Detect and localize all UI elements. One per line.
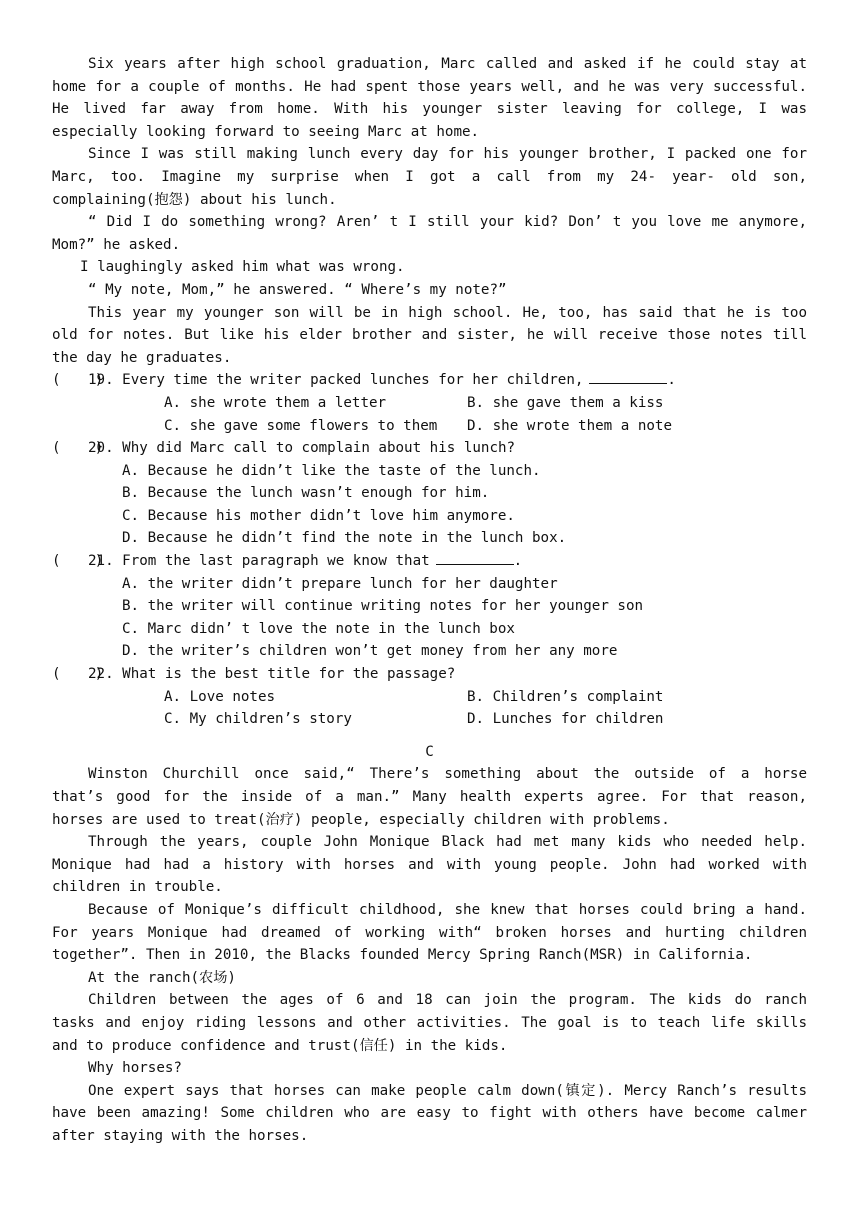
- subheading: At the ranch(农场): [88, 969, 236, 986]
- text-line: have been amazing! Some children who are easy to fight with others have become calmer: [52, 1105, 807, 1122]
- option-b[interactable]: B. Children’s complaint: [467, 688, 664, 705]
- paragraph: [52, 899, 807, 967]
- paragraph: [52, 1080, 807, 1148]
- option-a[interactable]: A. she wrote them a letter: [164, 394, 387, 411]
- question-stem: 22. What is the best title for the passage?: [88, 666, 456, 683]
- text-line: especially looking forward to seeing Marc at home.: [52, 123, 480, 140]
- text-line: Monique had had a history with horses and with young people. John had worked with: [52, 856, 807, 873]
- answer-bracket[interactable]: ( ): [52, 372, 104, 389]
- paragraph: [52, 211, 807, 256]
- paragraph: [52, 302, 807, 370]
- text-line: This year my younger son will be in high school. He, too, has said that he is too: [88, 304, 807, 321]
- paragraph: [52, 989, 807, 1057]
- question-stem-end: .: [513, 553, 523, 570]
- answer-bracket[interactable]: ( ): [52, 440, 104, 457]
- question-stem: 19. Every time the writer packed lunches for her children,: [88, 372, 584, 389]
- answer-blank[interactable]: [589, 369, 667, 384]
- text-line: home for a couple of months. He had spent those years well, and he was very successful.: [52, 78, 807, 95]
- text-line: Through the years, couple John Monique Black had met many kids who needed help.: [88, 834, 807, 851]
- question-21: [52, 550, 807, 663]
- text-line: Since I was still making lunch every day for his younger brother, I packed one for: [88, 146, 807, 163]
- option-b[interactable]: B. the writer will continue writing notes for her younger son: [122, 598, 644, 615]
- option-b[interactable]: B. Because the lunch wasn’t enough for him.: [122, 485, 490, 502]
- paragraph: [52, 143, 807, 211]
- answer-bracket[interactable]: ( ): [52, 553, 104, 570]
- question-stem: 20. Why did Marc call to complain about his lunch?: [88, 440, 516, 457]
- option-c[interactable]: C. My children’s story: [164, 711, 352, 728]
- text-line: old for notes. But like his elder brother and sister, he will receive those notes till: [52, 327, 807, 344]
- option-d[interactable]: D. she wrote them a note: [467, 417, 672, 434]
- text-line: Children between the ages of 6 and 18 can join the program. The kids do ranch: [88, 992, 807, 1009]
- paragraph: [52, 763, 807, 831]
- text-line: I laughingly asked him what was wrong.: [80, 259, 405, 276]
- question-stem: 21. From the last paragraph we know that: [88, 553, 430, 570]
- text-line: together”. Then in 2010, the Blacks founded Mercy Spring Ranch(MSR) in California.: [52, 947, 753, 964]
- option-d[interactable]: D. Lunches for children: [467, 711, 664, 728]
- answer-blank[interactable]: [436, 550, 514, 565]
- paragraph: [52, 53, 807, 143]
- text-line: Marc, too. Imagine my surprise when I got a call from my 24- year- old son,: [52, 168, 807, 185]
- question-22: [52, 663, 807, 731]
- text-line: Mom?” he asked.: [52, 236, 181, 253]
- question-20: [52, 437, 807, 550]
- text-line: after staying with the horses.: [52, 1127, 309, 1144]
- option-c[interactable]: C. Marc didn’ t love the note in the lunch box: [122, 620, 515, 637]
- option-d[interactable]: D. the writer’s children won’t get money from her any more: [122, 643, 618, 660]
- text-line: He lived far away from home. With his younger sister leaving for college, I was: [52, 101, 807, 118]
- question-stem-end: .: [667, 372, 676, 389]
- option-b[interactable]: B. she gave them a kiss: [467, 394, 664, 411]
- text-line: “ Did I do something wrong? Aren’ t I still your kid? Don’ t you love me anymore,: [88, 214, 807, 231]
- text-line: “ My note, Mom,” he answered. “ Where’s my note?”: [88, 281, 507, 298]
- text-line: and to produce confidence and trust(信任) in the kids.: [52, 1037, 508, 1054]
- text-line: Six years after high school graduation, Marc called and asked if he could stay at: [88, 56, 807, 72]
- option-a[interactable]: A. Because he didn’t like the taste of the lunch.: [122, 462, 541, 479]
- text-line: that’s good for the inside of a man.” Many health experts agree. For that reason,: [52, 789, 807, 805]
- option-d[interactable]: D. Because he didn’t find the note in the lunch box.: [122, 530, 567, 547]
- text-line: horses are used to treat(治疗) people, especially children with problems.: [52, 811, 670, 828]
- text-line: the day he graduates.: [52, 349, 232, 366]
- answer-bracket[interactable]: ( ): [52, 666, 104, 683]
- text-line: complaining(抱怨) about his lunch.: [52, 191, 337, 208]
- option-c[interactable]: C. Because his mother didn’t love him anymore.: [122, 507, 515, 524]
- text-line: Winston Churchill once said,“ There’s something about the outside of a horse: [88, 766, 807, 783]
- text-line: tasks and enjoy riding lessons and other activities. The goal is to teach life skills: [52, 1014, 807, 1031]
- option-a[interactable]: A. the writer didn’t prepare lunch for her daughter: [122, 575, 558, 592]
- document-page: [52, 53, 807, 1148]
- option-c[interactable]: C. she gave some flowers to them: [164, 417, 438, 434]
- subheading: Why horses?: [88, 1060, 182, 1077]
- text-line: One expert says that horses can make people calm down(镇定). Mercy Ranch’s results: [88, 1082, 807, 1099]
- text-line: children in trouble.: [52, 879, 223, 896]
- text-line: Because of Monique’s difficult childhood, she knew that horses could bring a hand.: [88, 901, 807, 918]
- paragraph: [52, 831, 807, 899]
- section-label: C: [425, 743, 434, 760]
- option-a[interactable]: A. Love notes: [164, 688, 276, 705]
- text-line: For years Monique had dreamed of working with“ broken horses and hurting children: [52, 924, 807, 941]
- question-19: [52, 369, 807, 437]
